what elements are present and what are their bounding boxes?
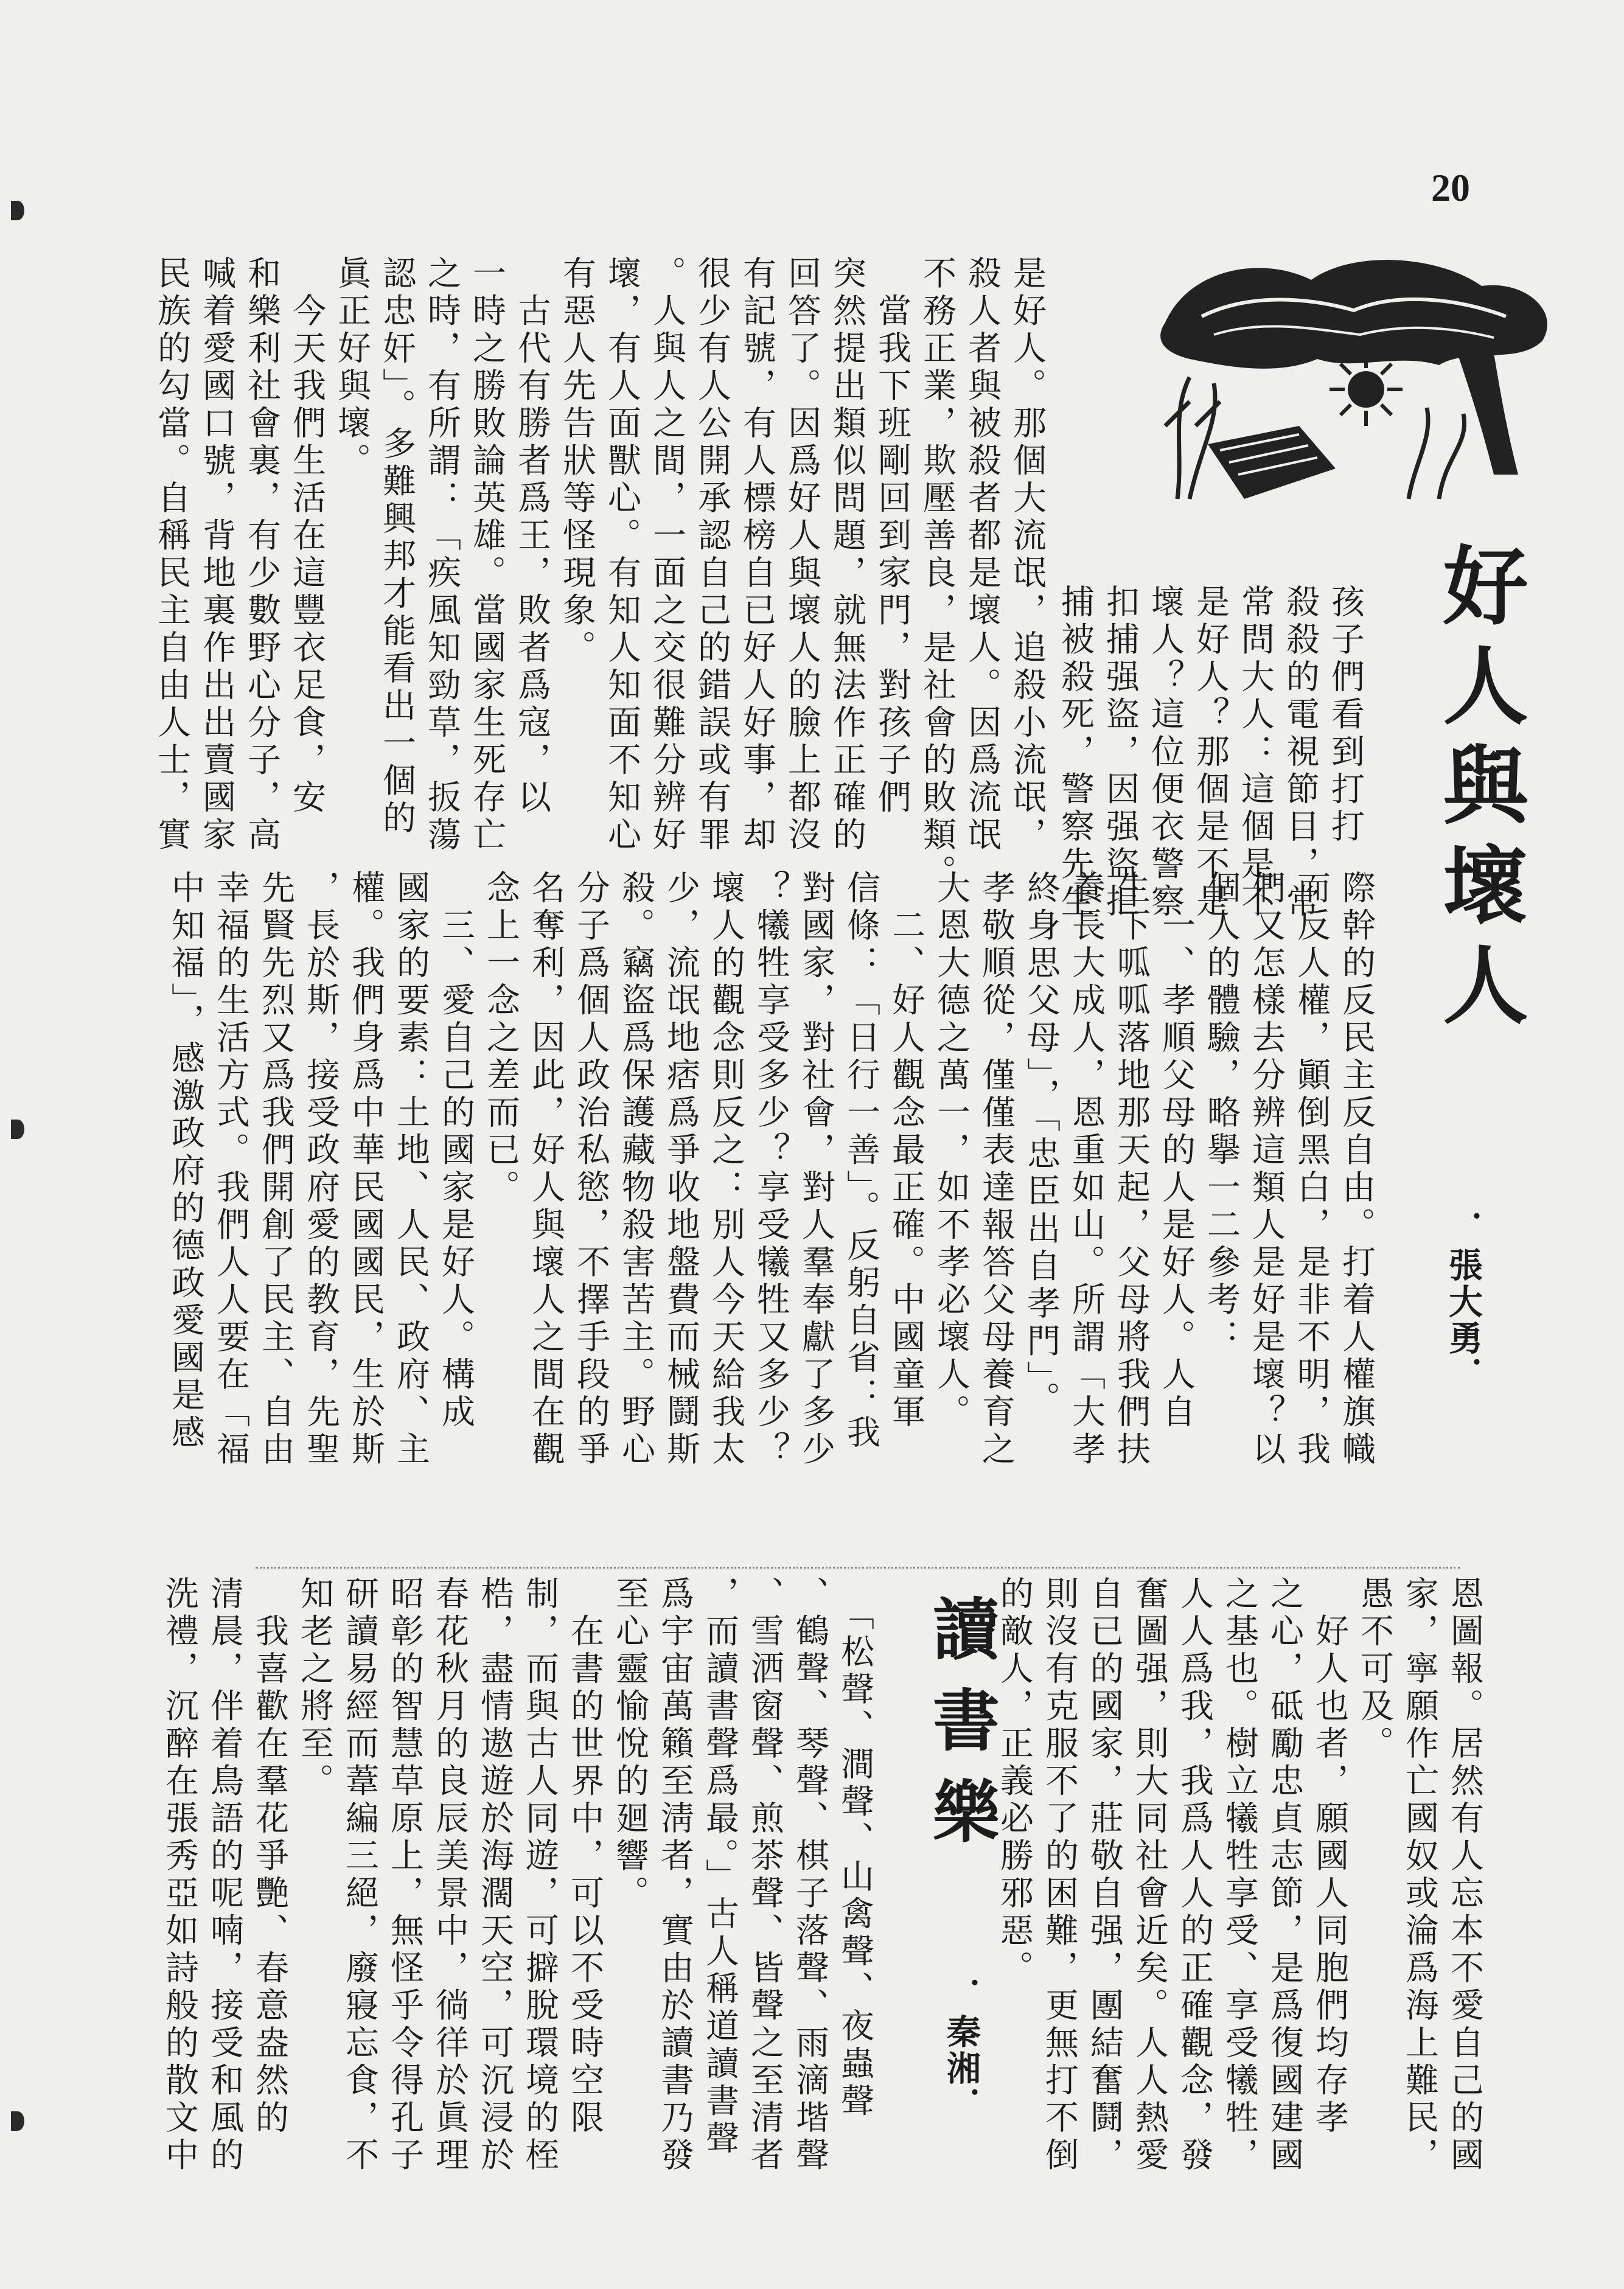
woodcut-illustration bbox=[1153, 243, 1567, 511]
article-author: ．張大勇． bbox=[1443, 1211, 1483, 1393]
article-upper-right-block: 孩子們看到打打 殺殺的電視節目，常 常問大人：這個是不 是好人？那個是不是 壞人？這位便衣警察 扣捕强盜，因强盜拒 捕被殺死，警察先生 bbox=[1056, 584, 1365, 921]
section-author-reading-joy: ．秦湘． bbox=[941, 1977, 981, 2124]
article-middle-block: 際幹的反民主反自由。打着人權旗幟 而反人權，顚倒黑白，是非不明，我 們又怎樣去分辨這類人是好是壞？以 個人的體驗，略擧一二參考： 一、孝順父母的人是好人。人自 生下呱呱落地那天起，父母將我們扶 養長大成人，恩重如山。所謂「大孝 終身思父母」，「忠臣出自孝門」。 孝敬順從，僅僅表達報答父母養育之 大恩大德之萬一，如不孝必壞人。 二、好人觀念最正確。中國童軍 信條：「日行一善」。反躬自省：我 對國家，對社會，對人羣奉獻了多少 ？犧牲享受多少？享受犧牲又多少？ 壞人的觀念則反之：別人今天給我太 少，流氓地痞爲爭收地盤費而械鬪斯 殺。竊盜爲保護藏物殺害苦主。野心 分子爲個人政治私慾，不擇手段的爭 名奪利，因此，好人與壞人之間在觀 念上一念之差而已。 三、愛自己的國家是好人。構成 國家的要素：土地、人民、政府、主 權。我們身爲中華民國國民，生於斯 ，長於斯，接受政府愛的教育，先聖 先賢先烈又爲我們開創了民主、自由 幸福的生活方式。我們人人要在「福 中知福」，感激政府的德政愛國是感 bbox=[166, 870, 1376, 1469]
section-title-reading-joy: 讀書樂 bbox=[922, 1594, 1000, 1868]
binder-hole bbox=[11, 201, 24, 220]
section-divider bbox=[256, 1567, 1460, 1569]
article-reading-joy-body: 「松聲、澗聲、山禽聲、夜蟲聲 、鶴聲、琴聲、棋子落聲、雨滴堦聲 、雪洒窗聲、煎茶聲、皆聲之至清者 ，而讀書聲爲最。」古人稱道讀書聲 爲宇宙萬籟至淸者，實由於讀書乃發 至心靈愉悅的廻響。 在書的世界中，可以不受時空限 制，而與古人同遊，可擗脫環境的桎 梏，盡情遨遊於海濶天空，可沉浸於 春花秋月的良辰美景中，徜徉於眞理 昭彰的智慧草原上，無怪乎令得孔子 研讀易經而葦編三絕，廢寢忘食，不 知老之將至。 我喜歡在羣花爭艷、春意盎然的 清晨，伴着鳥語的呢喃，接受和風的 洗禮，沉醉在張秀亞如詩般的散文中 bbox=[160, 1576, 874, 2175]
binder-hole bbox=[11, 1120, 24, 1139]
page-number: 20 bbox=[1431, 166, 1470, 209]
binder-hole bbox=[11, 2111, 24, 2131]
article-upper-left-block: 是好人。那個大流氓，追殺小流氓， 殺人者與被殺者都是壞人。因爲流氓 不務正業，欺壓善良，是社會的敗類。 當我下班剛回到家門，對孩子們 突然提出類似問題，就無法作正確的 回答了。因爲好人與壞人的臉上都沒 有記號，有人標榜自已好人好事，却 很少有人公開承認自己的錯誤或有罪 。人與人之間，一面之交很難分辨好 壞，有人面獸心。有知人知面不知心 有惡人先告狀等怪現象。 古代有勝者爲王，敗者爲寇，以 一時之勝敗論英雄。當國家生死存亡 之時，有所謂：「疾風知勁草，扳蕩 認忠奸」。多難興邦才能看出一個的 眞正好與壞。 今天我們生活在這豐衣足食，安 和樂利社會裏，有少數野心分子，高 喊着愛國口號，背地裏作出出賣國家 民族的勾當。自稱民主自由人士，實 bbox=[152, 256, 1047, 892]
article-lower-right-block: 恩圖報。居然有人忘本不愛自己的國 家，寧願作亡國奴或淪爲海上難民， 愚不可及。 好人也者，願國人同胞們均存孝 之心，砥勵忠貞志節，是爲復國建國 之基也。樹立犧牲享受、享受犧牲， 人人爲我，我爲人人的正確觀念，發 奮圖强，則大同社會近矣。人人熱愛 自已的國家，莊敬自强，團結奮鬪， 則沒有克服不了的困難，更無打不倒 的敵人，正義必勝邪惡。 bbox=[995, 1576, 1484, 2175]
article-title: 好人與壞人 bbox=[1429, 542, 1528, 1040]
